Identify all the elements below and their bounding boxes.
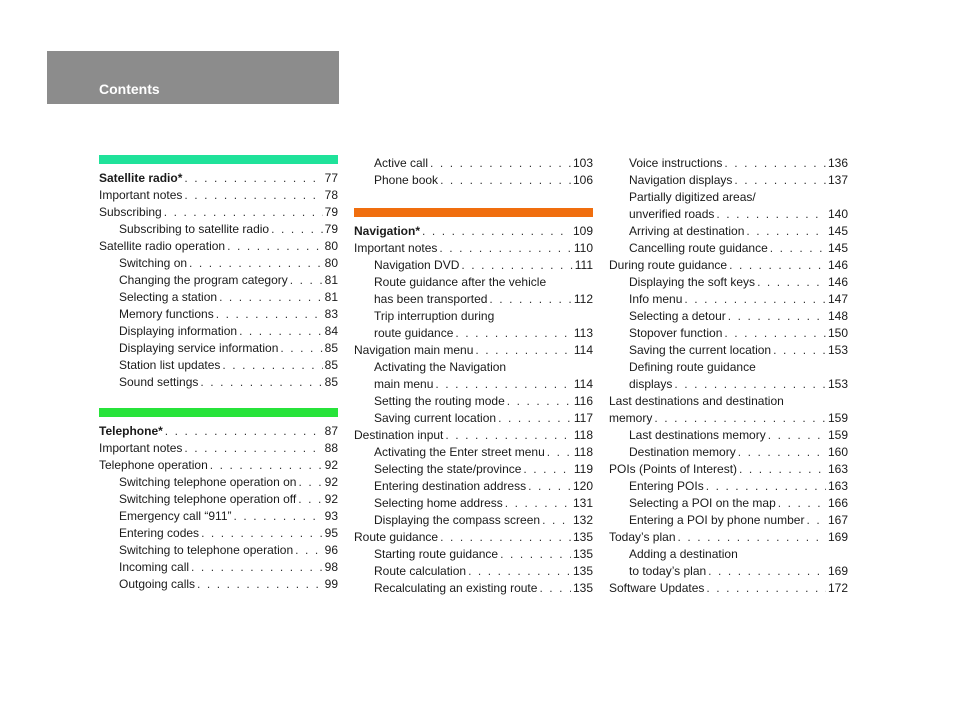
navigation-continued-list (609, 155, 848, 597)
toc-entry (609, 240, 848, 257)
toc-entry (354, 274, 593, 291)
toc-entry-page: 113 (573, 326, 593, 340)
toc-leader-dots (298, 474, 322, 491)
toc-leader-dots (716, 206, 826, 223)
toc-entry-title: Station list updates (119, 358, 221, 372)
toc-entry (354, 155, 593, 172)
toc-entry-title: Last destinations and destination (609, 394, 784, 408)
toc-entry-page: 118 (573, 428, 593, 442)
toc-entry (354, 359, 593, 376)
toc-entry-page: 96 (324, 543, 338, 557)
toc-leader-dots (475, 342, 571, 359)
toc-entry-page: 112 (573, 292, 593, 306)
toc-entry (354, 342, 593, 359)
toc-leader-dots (422, 223, 571, 240)
toc-entry-title: Navigation main menu (354, 343, 474, 357)
toc-entry (609, 155, 848, 172)
toc-entry-title: Telephone operation (99, 458, 208, 472)
toc-entry-title: Last destinations memory (629, 428, 766, 442)
toc-leader-dots (234, 508, 323, 525)
toc-entry (354, 393, 593, 410)
toc-leader-dots (200, 374, 322, 391)
toc-entry-title: Today’s plan (609, 530, 676, 544)
toc-leader-dots (724, 155, 826, 172)
toc-entry-title: to today’s plan (629, 564, 707, 578)
toc-leader-dots (271, 221, 323, 238)
toc-entry-page: 85 (324, 375, 338, 389)
toc-entry-title: Changing the program category (119, 273, 288, 287)
toc-entry-title: Route guidance (354, 530, 439, 544)
toc-leader-dots (197, 576, 323, 593)
toc-entry-title: Important notes (99, 441, 183, 455)
toc-leader-dots (440, 529, 571, 546)
toc-entry-title: Entering POIs (629, 479, 704, 493)
toc-entry-title: Navigation displays (629, 173, 733, 187)
toc-entry (354, 291, 593, 308)
toc-entry-page: 119 (573, 462, 593, 476)
toc-leader-dots (439, 240, 571, 257)
toc-entry (609, 444, 848, 461)
toc-entry (609, 410, 848, 427)
toc-entry-page: 135 (572, 530, 593, 544)
toc-entry (354, 376, 593, 393)
toc-entry (609, 223, 848, 240)
toc-entry-page: 85 (324, 341, 338, 355)
toc-leader-dots (191, 559, 323, 576)
toc-entry-title: Outgoing calls (119, 577, 196, 591)
toc-entry-page: 114 (573, 343, 593, 357)
toc-entry (609, 478, 848, 495)
toc-entry-page: 146 (827, 275, 848, 289)
toc-leader-dots (189, 255, 323, 272)
toc-entry-page: 110 (573, 241, 593, 255)
toc-entry (609, 308, 848, 325)
toc-entry-page: 103 (572, 156, 593, 170)
toc-leader-dots (455, 325, 571, 342)
toc-entry-title: Entering codes (119, 526, 200, 540)
toc-leader-dots (757, 274, 826, 291)
toc-entry (354, 512, 593, 529)
toc-entry-page: 80 (324, 239, 338, 253)
toc-leader-dots (500, 546, 571, 563)
toc-leader-dots (542, 512, 571, 529)
toc-entry-page: 160 (827, 445, 848, 459)
toc-entry (354, 223, 593, 240)
toc-entry-page: 92 (324, 492, 338, 506)
toc-entry-page: 77 (324, 171, 338, 185)
toc-entry (99, 238, 338, 255)
toc-entry (99, 374, 338, 391)
toc-leader-dots (435, 376, 571, 393)
toc-entry-title: Sound settings (119, 375, 199, 389)
toc-entry-title: Selecting a POI on the map (629, 496, 776, 510)
toc-entry-page: 109 (572, 224, 593, 238)
toc-entry (609, 427, 848, 444)
toc-entry-page: 83 (324, 307, 338, 321)
toc-entry-title: displays (629, 377, 673, 391)
toc-entry-title: Subscribing to satellite radio (119, 222, 270, 236)
toc-leader-dots (290, 272, 323, 289)
toc-leader-dots (461, 257, 572, 274)
toc-entry-title: Cancelling route guidance (629, 241, 768, 255)
toc-entry (354, 240, 593, 257)
toc-entry-page: 150 (827, 326, 848, 340)
toc-entry (609, 274, 848, 291)
toc-entry (99, 340, 338, 357)
toc-leader-dots (216, 306, 323, 323)
toc-entry-title: Subscribing (99, 205, 162, 219)
toc-leader-dots (770, 240, 826, 257)
toc-leader-dots (773, 342, 826, 359)
toc-entry-page: 87 (324, 424, 338, 438)
toc-entry-page: 106 (572, 173, 593, 187)
toc-entry (354, 478, 593, 495)
section-gap (99, 391, 338, 408)
toc-entry-page: 135 (572, 564, 593, 578)
toc-entry-page: 81 (324, 273, 338, 287)
toc-entry-title: Destination input (354, 428, 444, 442)
toc-entry (609, 376, 848, 393)
toc-leader-dots (706, 478, 826, 495)
toc-entry (354, 546, 593, 563)
toc-entry (99, 204, 338, 221)
toc-entry-page: 159 (827, 411, 848, 425)
satellite-section-bar (99, 155, 338, 164)
toc-entry-page: 172 (827, 581, 848, 595)
toc-entry (354, 172, 593, 189)
toc-entry-page: 137 (827, 173, 848, 187)
toc-entry (354, 563, 593, 580)
toc-entry-page: 79 (324, 205, 338, 219)
toc-entry-title: has been transported (374, 292, 488, 306)
toc-entry (99, 474, 338, 491)
telephone-section-bar (99, 408, 338, 417)
toc-entry-page: 169 (827, 564, 848, 578)
toc-entry-title: Memory functions (119, 307, 214, 321)
toc-entry-title: Displaying service information (119, 341, 279, 355)
toc-entry-title: Switching telephone operation on (119, 475, 297, 489)
toc-entry (609, 359, 848, 376)
toc-entry-title: Phone book (374, 173, 439, 187)
toc-leader-dots (445, 427, 571, 444)
toc-entry-title: Arriving at destination (629, 224, 745, 238)
toc-entry-title: Important notes (99, 188, 183, 202)
toc-entry-page: 98 (324, 560, 338, 574)
toc-entry (354, 308, 593, 325)
toc-entry-title: main menu (374, 377, 434, 391)
toc-entry (99, 187, 338, 204)
toc-entry-page: 163 (827, 479, 848, 493)
toc-leader-dots (201, 525, 323, 542)
toc-entry-title: Active call (374, 156, 429, 170)
toc-entry-page: 120 (572, 479, 593, 493)
toc-entry (354, 427, 593, 444)
toc-leader-dots (489, 291, 571, 308)
toc-leader-dots (708, 563, 826, 580)
toc-entry (354, 410, 593, 427)
toc-entry-page: 88 (324, 441, 338, 455)
toc-leader-dots (739, 461, 826, 478)
toc-entry (99, 508, 338, 525)
toc-entry-title: Saving current location (374, 411, 497, 425)
toc-leader-dots (729, 257, 826, 274)
toc-entry-page: 118 (573, 445, 593, 459)
toc-entry-title: memory (609, 411, 653, 425)
toc-entry (99, 440, 338, 457)
toc-entry-page: 147 (827, 292, 848, 306)
toc-entry-page: 159 (827, 428, 848, 442)
toc-entry-title: route guidance (374, 326, 454, 340)
toc-leader-dots (468, 563, 571, 580)
toc-leader-dots (219, 289, 323, 306)
toc-entry-page: 117 (573, 411, 593, 425)
toc-entry (99, 357, 338, 374)
toc-entry-title: Recalculating an existing route (374, 581, 538, 595)
toc-leader-dots (728, 308, 826, 325)
toc-leader-dots (724, 325, 826, 342)
toc-entry (609, 325, 848, 342)
toc-leader-dots (738, 444, 826, 461)
toc-entry-title: Stopover function (629, 326, 723, 340)
toc-entry-page: 169 (827, 530, 848, 544)
page-title: Contents (99, 81, 160, 97)
toc-entry-title: Satellite radio* (99, 171, 183, 185)
toc-entry-title: Software Updates (609, 581, 705, 595)
toc-entry (99, 306, 338, 323)
toc-entry-page: 146 (827, 258, 848, 272)
toc-entry (354, 495, 593, 512)
telephone-continued-list (354, 155, 593, 189)
toc-leader-dots (165, 423, 323, 440)
toc-leader-dots (280, 340, 322, 357)
toc-entry-title: Partially digitized areas/ (629, 190, 756, 204)
toc-entry (99, 576, 338, 593)
toc-entry-title: Saving the current location (629, 343, 772, 357)
satellite-section-list (99, 170, 338, 391)
telephone-section-list (99, 423, 338, 593)
toc-entry-page: 153 (827, 343, 848, 357)
toc-leader-dots (184, 440, 322, 457)
toc-entry (354, 461, 593, 478)
toc-entry-title: Route guidance after the vehicle (374, 275, 547, 289)
toc-entry-page: 81 (324, 290, 338, 304)
toc-entry-page: 80 (324, 256, 338, 270)
toc-entry-title: Navigation DVD (374, 258, 460, 272)
toc-leader-dots (184, 187, 322, 204)
toc-entry (609, 495, 848, 512)
toc-entry-title: Voice instructions (629, 156, 723, 170)
toc-entry-title: Destination memory (629, 445, 736, 459)
toc-column-3 (609, 155, 848, 597)
toc-entry-title: Selecting the state/province (374, 462, 522, 476)
toc-leader-dots (706, 580, 826, 597)
toc-leader-dots (498, 410, 572, 427)
toc-entry (609, 393, 848, 410)
toc-entry-page: 79 (324, 222, 338, 236)
toc-entry (609, 580, 848, 597)
toc-leader-dots (295, 542, 323, 559)
toc-entry-page: 78 (324, 188, 338, 202)
toc-entry (99, 457, 338, 474)
toc-entry-title: Selecting a station (119, 290, 218, 304)
toc-entry (609, 546, 848, 563)
toc-entry-title: Emergency call “911” (119, 509, 232, 523)
toc-entry-title: Incoming call (119, 560, 190, 574)
toc-entry-title: Entering destination address (374, 479, 527, 493)
toc-leader-dots (806, 512, 826, 529)
toc-entry-page: 167 (827, 513, 848, 527)
toc-leader-dots (184, 170, 322, 187)
toc-entry (609, 342, 848, 359)
toc-entry (99, 542, 338, 559)
toc-entry-page: 140 (827, 207, 848, 221)
toc-entry (99, 289, 338, 306)
toc-entry (99, 272, 338, 289)
toc-leader-dots (227, 238, 323, 255)
navigation-section-list (354, 223, 593, 597)
toc-entry-title: Starting route guidance (374, 547, 499, 561)
toc-entry-page: 145 (827, 241, 848, 255)
toc-entry-title: Switching to telephone operation (119, 543, 294, 557)
toc-entry-title: Satellite radio operation (99, 239, 226, 253)
toc-entry (99, 170, 338, 187)
toc-entry (609, 172, 848, 189)
toc-entry-title: unverified roads (629, 207, 715, 221)
toc-leader-dots (746, 223, 826, 240)
toc-leader-dots (654, 410, 826, 427)
navigation-section-bar (354, 208, 593, 217)
toc-entry (99, 423, 338, 440)
toc-leader-dots (523, 461, 571, 478)
toc-entry-page: 111 (574, 258, 593, 272)
toc-entry (609, 291, 848, 308)
toc-leader-dots (539, 580, 571, 597)
toc-entry-page: 148 (827, 309, 848, 323)
toc-leader-dots (674, 376, 826, 393)
toc-entry-page: 95 (324, 526, 338, 540)
toc-entry (609, 206, 848, 223)
toc-entry-page: 132 (572, 513, 593, 527)
toc-entry (609, 512, 848, 529)
toc-leader-dots (430, 155, 571, 172)
toc-entry-page: 85 (324, 358, 338, 372)
toc-leader-dots (778, 495, 826, 512)
toc-leader-dots (507, 393, 572, 410)
toc-leader-dots (239, 323, 323, 340)
toc-entry-title: Selecting a detour (629, 309, 726, 323)
toc-entry-page: 153 (827, 377, 848, 391)
toc-entry (609, 257, 848, 274)
toc-entry-title: Displaying information (119, 324, 238, 338)
toc-leader-dots (528, 478, 571, 495)
toc-entry (99, 491, 338, 508)
toc-entry (609, 563, 848, 580)
toc-entry-page: 145 (827, 224, 848, 238)
toc-entry-title: Info menu (629, 292, 683, 306)
toc-entry (354, 444, 593, 461)
toc-entry-title: Switching on (119, 256, 188, 270)
toc-entry-title: Defining route guidance (629, 360, 756, 374)
toc-entry (99, 221, 338, 238)
toc-entry (609, 189, 848, 206)
toc-entry (354, 580, 593, 597)
toc-leader-dots (678, 529, 826, 546)
toc-entry-title: Setting the routing mode (374, 394, 505, 408)
toc-entry-title: Route calculation (374, 564, 467, 578)
toc-entry-page: 114 (573, 377, 593, 391)
toc-entry-page: 136 (827, 156, 848, 170)
toc-entry (609, 529, 848, 546)
toc-entry-page: 135 (572, 581, 593, 595)
toc-entry-title: Selecting home address (374, 496, 503, 510)
toc-entry-title: Important notes (354, 241, 438, 255)
toc-entry (354, 529, 593, 546)
toc-entry-title: Trip interruption during (374, 309, 495, 323)
toc-entry-page: 92 (324, 458, 338, 472)
toc-leader-dots (222, 357, 322, 374)
toc-leader-dots (298, 491, 322, 508)
contents-header-box (47, 51, 339, 104)
toc-entry-page: 163 (827, 462, 848, 476)
toc-entry-title: Displaying the soft keys (629, 275, 756, 289)
toc-leader-dots (547, 444, 572, 461)
toc-entry-title: Activating the Enter street menu (374, 445, 545, 459)
toc-entry (354, 257, 593, 274)
toc-entry-title: Displaying the compass screen (374, 513, 541, 527)
toc-leader-dots (768, 427, 826, 444)
toc-entry-page: 135 (572, 547, 593, 561)
toc-entry-page: 92 (324, 475, 338, 489)
toc-entry-page: 84 (324, 324, 338, 338)
toc-column-1 (99, 155, 338, 593)
toc-leader-dots (164, 204, 323, 221)
toc-entry-title: Entering a POI by phone number (629, 513, 805, 527)
toc-entry-title: Activating the Navigation (374, 360, 507, 374)
toc-entry (99, 559, 338, 576)
toc-entry-title: During route guidance (609, 258, 728, 272)
toc-entry-page: 131 (572, 496, 593, 510)
toc-leader-dots (734, 172, 826, 189)
toc-entry (99, 255, 338, 272)
toc-entry-title: Adding a destination (629, 547, 738, 561)
toc-leader-dots (684, 291, 826, 308)
toc-entry-title: POIs (Points of Interest) (609, 462, 738, 476)
toc-entry-title: Telephone* (99, 424, 163, 438)
toc-entry (99, 525, 338, 542)
toc-entry (354, 325, 593, 342)
toc-leader-dots (440, 172, 571, 189)
toc-entry (99, 323, 338, 340)
toc-entry-title: Switching telephone operation off (119, 492, 297, 506)
toc-entry (609, 461, 848, 478)
section-gap (354, 189, 593, 206)
toc-column-2 (354, 155, 593, 597)
toc-entry-page: 99 (324, 577, 338, 591)
toc-entry-page: 93 (324, 509, 338, 523)
toc-entry-title: Navigation* (354, 224, 421, 238)
toc-leader-dots (505, 495, 571, 512)
toc-entry-page: 116 (573, 394, 593, 408)
toc-leader-dots (210, 457, 323, 474)
toc-entry-page: 166 (827, 496, 848, 510)
